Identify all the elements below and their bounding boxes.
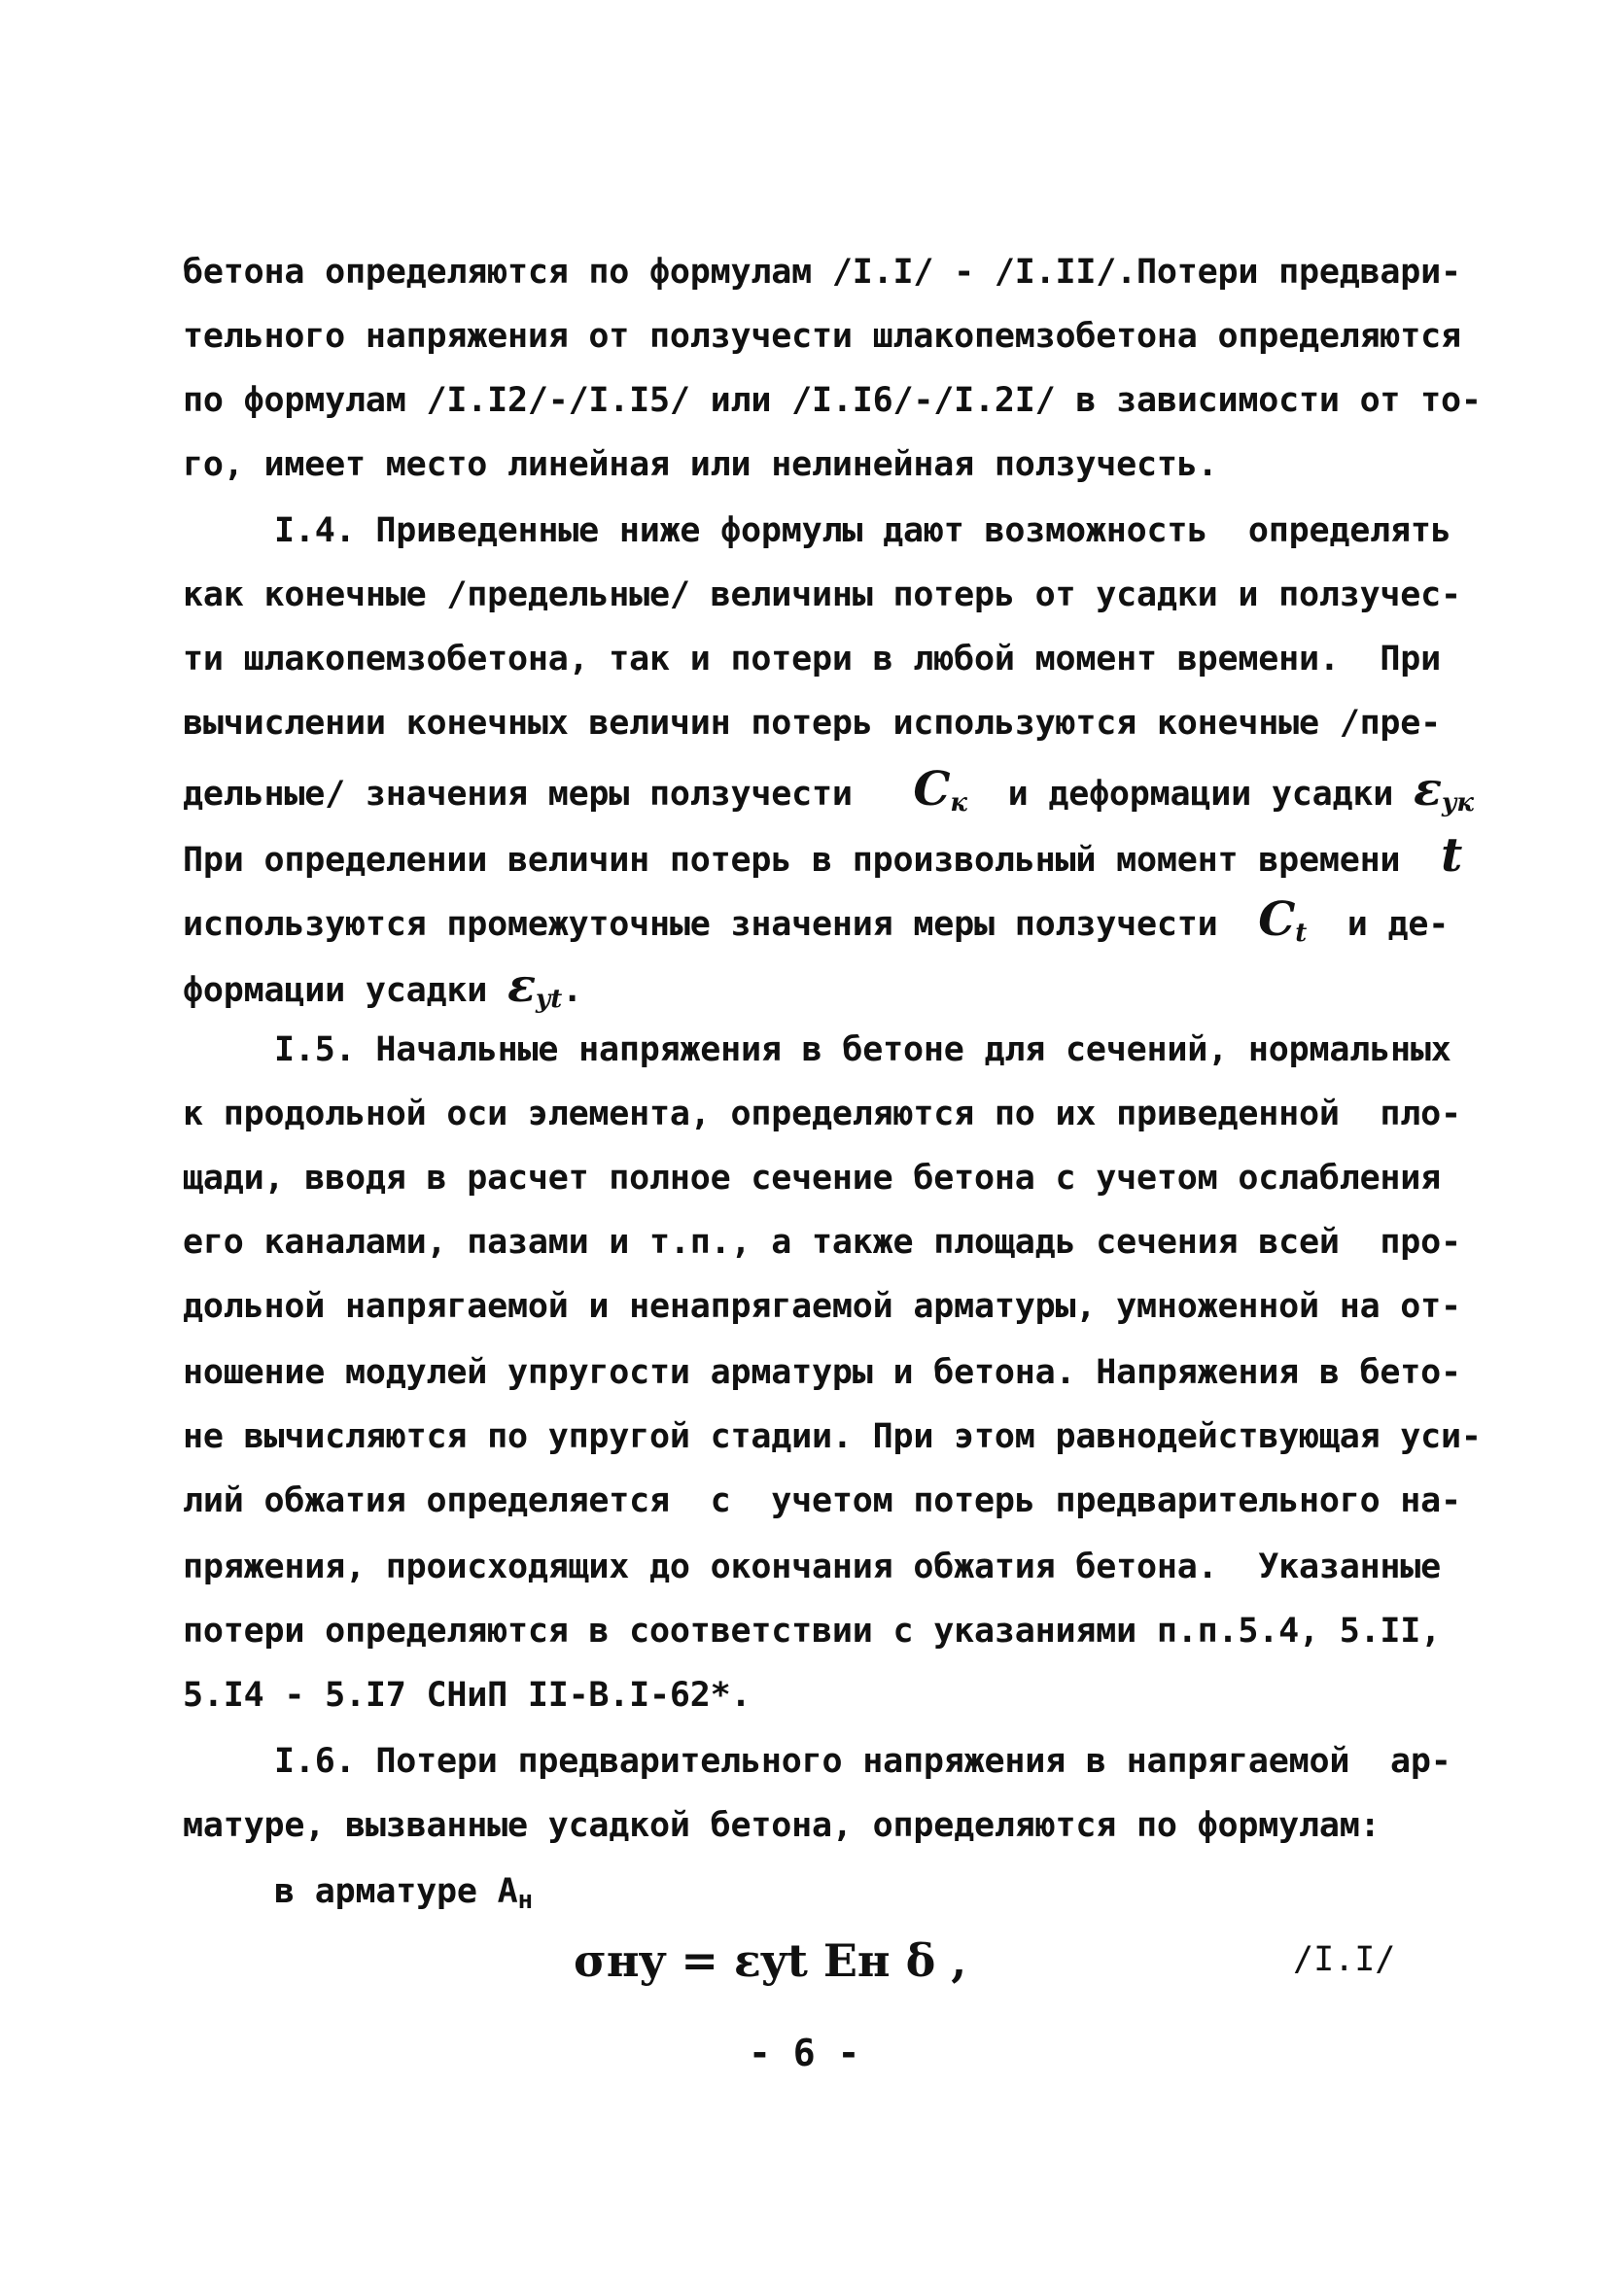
- text-line: по формулам /I.I2/-/I.I5/ или /I.I6/-/I.2I/ в зависимости от то-: [183, 381, 1482, 420]
- text-line: го, имеет место линейная или нелинейная ползучесть.: [183, 445, 1218, 484]
- formula-intro: в арматуре $А_н$: [274, 1872, 533, 1915]
- text-segment: дельные/ значения меры ползучести: [183, 775, 853, 814]
- text-line: ношение модулей упругости арматуры и бетона. Напряжения в бето-: [183, 1353, 1461, 1392]
- text-line: бетона определяются по формулам /I.I/ - /I.II/.Потери предвари-: [183, 253, 1461, 292]
- text-line: 5.I4 - 5.I7 СНиП II-В.I-62*.: [183, 1676, 752, 1715]
- text-segment: При определении величин потерь в произвольный момент времени: [183, 841, 1401, 880]
- symbol-t: t: [1441, 828, 1463, 883]
- symbol-c-t: $C_t$: [1258, 892, 1308, 948]
- text-line: матуре, вызванные усадкой бетона, определяются по формулам:: [183, 1806, 1381, 1845]
- formula-number: /I.I/: [1293, 1940, 1396, 1979]
- text-line-with-symbols: [183, 958, 582, 1021]
- text-line-with-symbols: [183, 762, 1474, 824]
- symbol-c-k: $C_к$: [913, 762, 967, 818]
- formula: σнy = εyt Eн δ ,: [574, 1934, 967, 1987]
- text-line: пряжения, происходящих до окончания обжатия бетона. Указанные: [183, 1548, 1442, 1586]
- text-segment: формации усадки: [183, 971, 488, 1010]
- paragraph-heading-line: I.4. Приведенные ниже формулы дают возможность определять: [274, 511, 1451, 550]
- text-line: к продольной оси элемента, определяются по их приведенной пло-: [183, 1095, 1461, 1133]
- text-line-with-symbols: [183, 892, 1450, 955]
- symbol-epsilon-yk: $\varepsilon_{ук}$: [1414, 762, 1474, 818]
- text-line: не вычисляются по упругой стадии. При этом равнодействующая уси-: [183, 1417, 1482, 1456]
- text-line: потери определяются в соответствии с указаниями п.п.5.4, 5.II,: [183, 1612, 1442, 1651]
- text-segment: и деформации усадки: [1007, 775, 1394, 814]
- text-line: лий обжатия определяется с учетом потерь предварительного на-: [183, 1481, 1461, 1520]
- paragraph-heading-line: I.6. Потери предварительного напряжения в напрягаемой ар-: [274, 1742, 1451, 1781]
- text-segment: и де-: [1346, 905, 1450, 944]
- paragraph-heading-line: I.5. Начальные напряжения в бетоне для сечений, нормальных: [274, 1030, 1451, 1069]
- text-segment: используются промежуточные значения меры ползучести: [183, 905, 1218, 944]
- text-line: вычислении конечных величин потерь используются конечные /пре-: [183, 704, 1442, 743]
- text-line: тельного напряжения от ползучести шлакопемзобетона определяются: [183, 317, 1461, 356]
- text-line: щади, вводя в расчет полное сечение бетона с учетом ослабления: [183, 1159, 1442, 1198]
- text-line-with-symbols: [183, 828, 1463, 883]
- symbol-epsilon-yt: $\varepsilon_{уt}$: [507, 958, 563, 1014]
- page-number: - 6 -: [749, 2032, 860, 2074]
- text-line: его каналами, пазами и т.п., а также площадь сечения всей про-: [183, 1223, 1461, 1262]
- text-line: дольной напрягаемой и ненапрягаемой арматуры, умноженной на от-: [183, 1287, 1461, 1326]
- text-line: как конечные /предельные/ величины потерь от усадки и ползучес-: [183, 575, 1461, 614]
- text-segment: .: [562, 971, 582, 1010]
- text-line: ти шлакопемзобетона, так и потери в любой момент времени. При: [183, 640, 1442, 678]
